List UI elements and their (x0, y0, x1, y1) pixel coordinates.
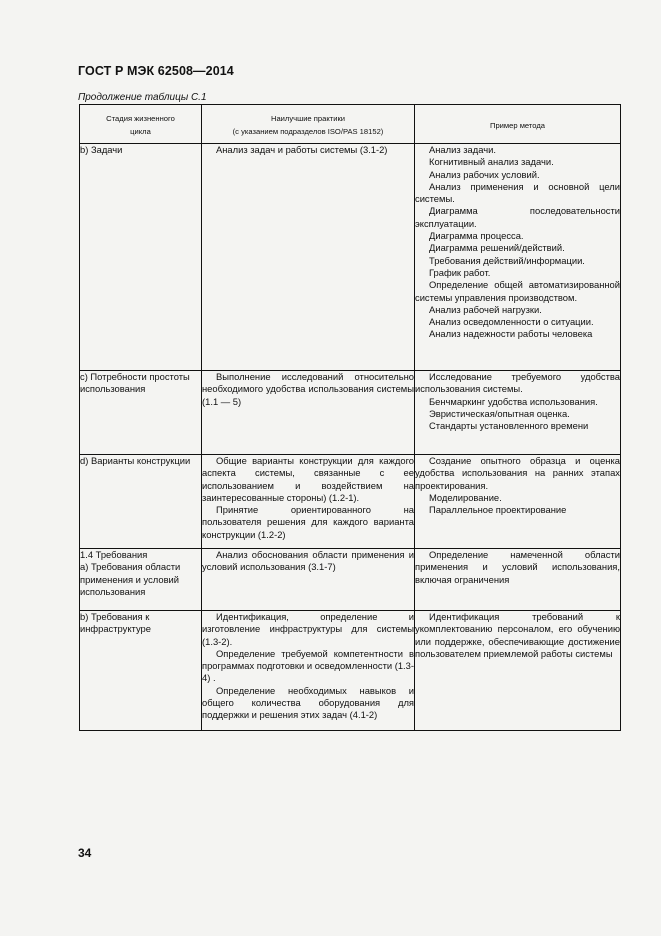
method-text: Создание опытного образца и оценка удобства использования на ранних этапах проектирования. (415, 455, 620, 491)
method-text: Анализ надежности работы человека (429, 328, 593, 340)
method-cell (415, 144, 621, 371)
column-header-method (415, 105, 621, 144)
practices-cell (202, 371, 415, 455)
column-header-practices (202, 105, 415, 144)
stage-text: а) Требования области применения и условий использования (80, 561, 181, 597)
table-header-row (80, 105, 621, 144)
method-text: Когнитивный анализ задачи. (429, 156, 554, 168)
stage-text: b) Задачи (80, 144, 123, 155)
method-text: Параллельное проектирование (429, 504, 567, 516)
table-caption: Продолжение таблицы С.1 (78, 92, 207, 103)
practices-cell (202, 455, 415, 549)
stage-text: c) Потребности простоты использования (80, 371, 190, 395)
page-number: 34 (78, 846, 92, 860)
method-text: Анализ применения и основной цели системы. (415, 180, 620, 205)
method-text: Бенчмаркинг удобства использования. (429, 395, 598, 407)
practice-text: Анализ задач и работы системы (3.1-2) (216, 144, 388, 155)
header-line: (с указанием подразделов ISO/PAS 18152) (232, 127, 384, 136)
practice-text: Идентификация, определение и изготовление инфраструктуры для системы (1.3-2). (202, 611, 414, 647)
method-text: Требования действий/информации. (429, 254, 585, 266)
table-row (80, 455, 621, 549)
method-text: Диаграмма процесса. (429, 230, 524, 242)
method-text: Определение намеченной области применения и условий использования, включая ограничения (415, 549, 620, 585)
header-line: Стадия жизненного (106, 114, 175, 123)
method-text: Анализ задачи. (429, 144, 496, 155)
stage-text: 1.4 Требования (80, 549, 148, 560)
method-text: Определение общей автоматизированной системы управления производством. (415, 279, 620, 303)
table-row (80, 144, 621, 371)
method-text: Эвристическая/опытная оценка. (429, 407, 570, 419)
method-text: Анализ рабочих условий. (429, 168, 540, 180)
method-text: Стандарты установленного времени (429, 420, 589, 432)
practices-cell (202, 611, 415, 731)
table-row (80, 549, 621, 611)
stage-cell (80, 144, 202, 371)
practice-text: Определение необходимых навыков и общего количества оборудования для поддержки и решения этих задач (4.1-2) (202, 684, 414, 721)
method-text: Моделирование. (429, 491, 502, 503)
method-text: Анализ рабочей нагрузки. (429, 303, 542, 315)
stage-cell (80, 611, 202, 731)
document-title: ГОСТ Р МЭК 62508—2014 (78, 64, 234, 78)
practices-cell (202, 549, 415, 611)
header-line: цикла (130, 127, 151, 136)
practice-text: Выполнение исследований относительно необходимого удобства использования системы (1.1 — 5) (202, 371, 414, 407)
practices-cell (202, 144, 415, 371)
practice-text: Определение требуемой компетентности в программах подготовки и осведомленности (1.3-4) . (202, 647, 414, 684)
method-text: Идентификация требований к укомплектованию персоналом, его обучению или поддержке, обеспечивающие достижение пользователем приемлемой работы системы (415, 611, 620, 659)
stage-cell (80, 549, 202, 611)
stage-text: b) Требования к инфраструктуре (80, 611, 151, 635)
method-cell (415, 371, 621, 455)
method-text: Исследование требуемого удобства использования системы. (415, 371, 620, 395)
method-text: График работ. (429, 266, 491, 278)
method-cell (415, 549, 621, 611)
practice-text: Принятие ориентированного на пользователя решения для каждого варианта конструкции (1.2-2) (202, 504, 414, 540)
header-line: Наилучшие практики (270, 114, 346, 123)
stage-text: d) Варианты конструкции (80, 455, 191, 466)
practice-text: Общие варианты конструкции для каждого аспекта системы, связанные с ее использованием и воздействием на заинтересованные стороны) (1.2-1). (202, 455, 414, 503)
stage-cell (80, 371, 202, 455)
method-cell (415, 611, 621, 731)
method-text: Диаграмма решений/действий. (429, 242, 565, 254)
method-text: Анализ осведомленности о ситуации. (429, 316, 594, 328)
practice-text: Анализ обоснования области применения и условий использования (3.1-7) (202, 549, 414, 573)
table-row (80, 611, 621, 731)
table-row (80, 371, 621, 455)
lifecycle-table (79, 104, 621, 731)
method-cell (415, 455, 621, 549)
method-text: Диаграмма последовательности эксплуатации. (415, 205, 620, 229)
column-header-stage (80, 105, 202, 144)
stage-cell (80, 455, 202, 549)
header-line: Пример метода (490, 120, 545, 130)
